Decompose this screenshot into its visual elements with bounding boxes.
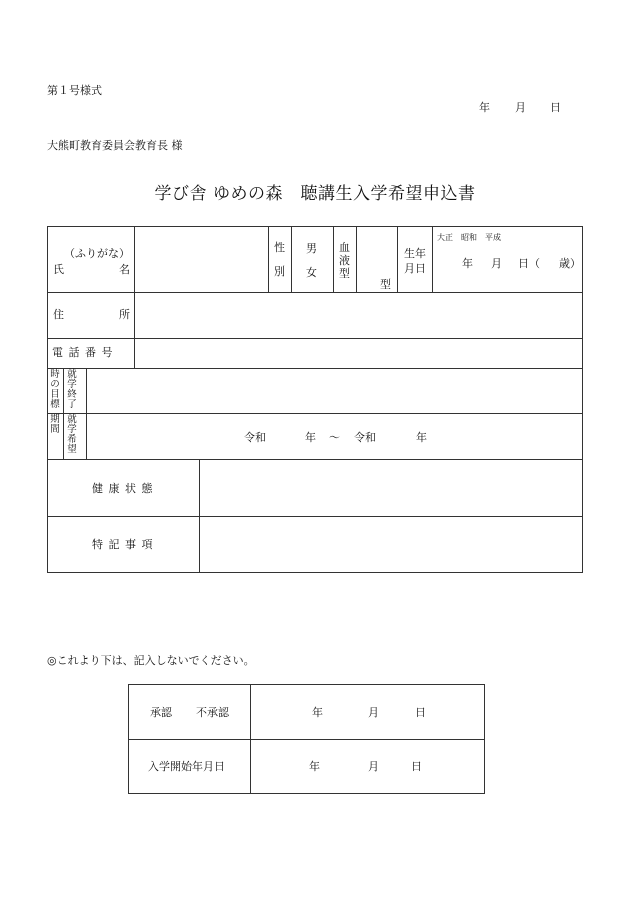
form-number: 第１号様式	[47, 84, 102, 97]
approve-option[interactable]: 承認	[150, 706, 172, 719]
office-use-note: ◎これより下は、記入しないでください。	[47, 654, 255, 667]
start-month-label: 月	[368, 760, 379, 773]
addressee: 大熊町教育委員会教育長 様	[47, 139, 183, 152]
sex-label-1: 性	[274, 241, 285, 254]
name-label-1: 氏	[53, 263, 64, 276]
blood-label-2: 液	[339, 254, 350, 267]
page-title: 学び舎 ゆめの森 聴講生入学希望申込書	[154, 184, 476, 204]
period-inner-label: 就学希望	[67, 414, 77, 455]
start-day-label: 日	[411, 760, 422, 773]
period-from-era: 令和	[244, 431, 266, 444]
notes-label: 特 記 事 項	[92, 538, 154, 551]
furigana-label: （ふりがな）	[64, 247, 130, 260]
period-from-year: 年	[305, 431, 316, 444]
health-field[interactable]	[206, 464, 576, 510]
goal-field[interactable]	[94, 372, 576, 408]
birth-day-label: 日（	[518, 257, 540, 270]
sex-label-2: 別	[274, 265, 285, 278]
date-month-label: 月	[515, 101, 526, 114]
disapprove-option[interactable]: 不承認	[196, 706, 229, 719]
birth-label-1: 生年	[404, 247, 426, 260]
period-tilde: ～	[329, 431, 340, 444]
approval-month-label: 月	[368, 706, 379, 719]
blood-label-3: 型	[339, 267, 350, 280]
sex-option-male[interactable]: 男	[306, 242, 317, 255]
start-year-label: 年	[309, 760, 320, 773]
goal-outer-label: 時の目標	[50, 369, 60, 410]
birth-year-label: 年	[462, 257, 473, 270]
period-outer-label: 期間	[50, 414, 60, 435]
age-label: 歳）	[559, 257, 581, 270]
blood-label-1: 血	[339, 241, 350, 254]
address-label-2: 所	[119, 308, 130, 321]
approval-year-label: 年	[312, 706, 323, 719]
period-to-era: 令和	[354, 431, 376, 444]
date-year-label: 年	[479, 101, 490, 114]
birth-month-label: 月	[491, 257, 502, 270]
goal-inner-label: 就学終了	[67, 369, 77, 410]
period-to-year: 年	[416, 431, 427, 444]
address-label-1: 住	[53, 308, 64, 321]
sex-option-female[interactable]: 女	[306, 266, 317, 279]
phone-field[interactable]	[140, 342, 576, 364]
name-field[interactable]	[150, 236, 264, 286]
health-label: 健 康 状 態	[92, 482, 154, 495]
start-date-label: 入学開始年月日	[148, 760, 225, 773]
phone-label: 電 話 番 号	[52, 346, 114, 359]
era-options[interactable]: 大正 昭和 平成	[437, 233, 501, 242]
approval-day-label: 日	[415, 706, 426, 719]
birth-label-2: 月日	[404, 262, 426, 275]
blood-type-suffix: 型	[380, 278, 391, 291]
name-label-2: 名	[119, 263, 130, 276]
notes-field[interactable]	[206, 521, 576, 567]
address-field[interactable]	[140, 298, 576, 332]
date-day-label: 日	[550, 101, 561, 114]
